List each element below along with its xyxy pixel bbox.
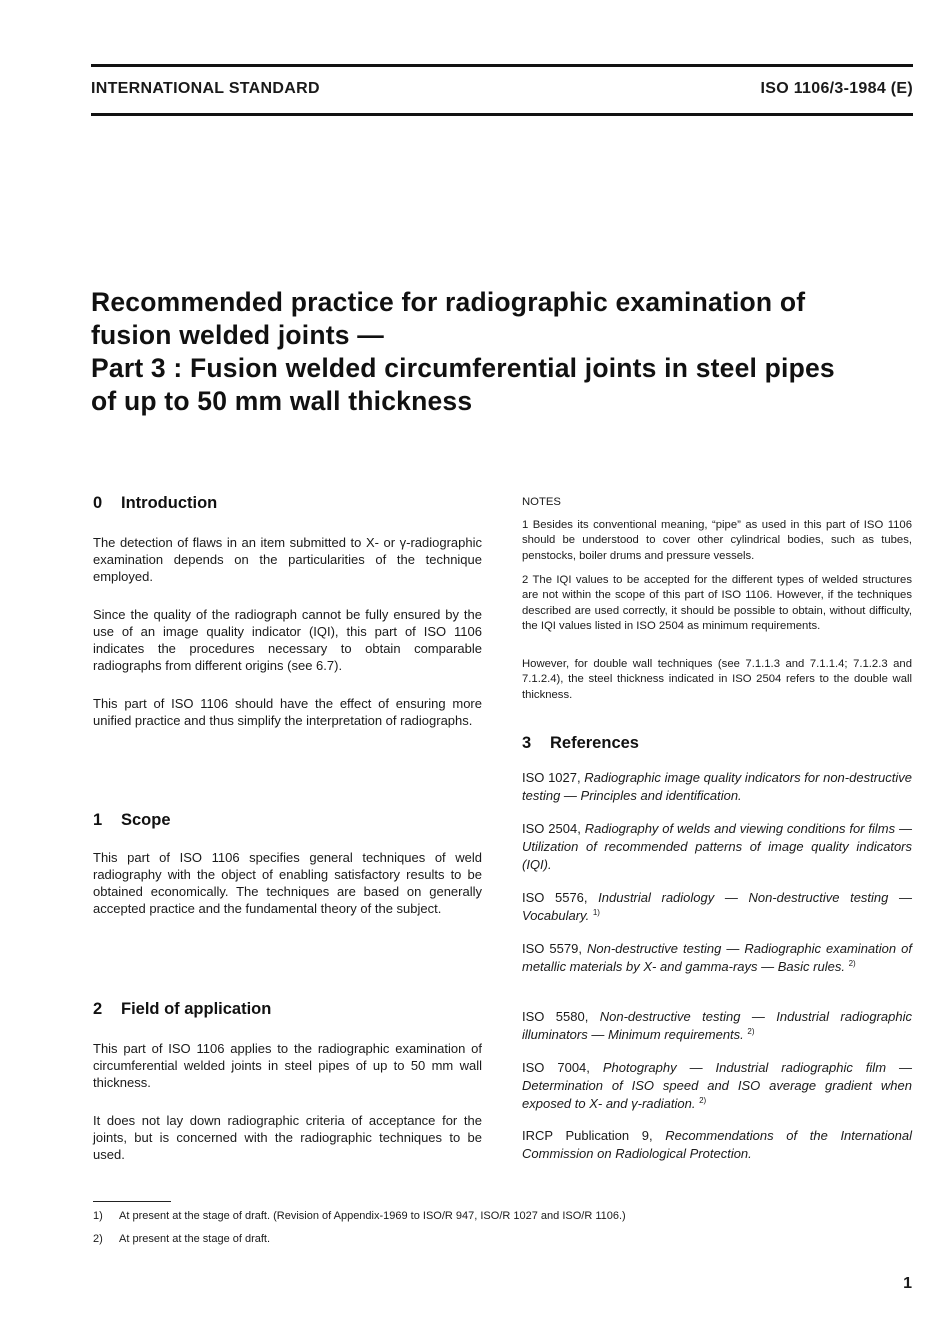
section-heading-references (522, 734, 912, 753)
intro-paragraph: The detection of flaws in an item submitted to X- or γ-radiographic examination depends on the particularities of the technique employed. (93, 535, 482, 584)
footnote-marker: 1) (592, 908, 600, 917)
reference-item (522, 889, 912, 925)
reference-title: Photography — Industrial radiographic film — Determination of ISO speed and ISO average gradient when exposed to X- and γ-radiation. (522, 1060, 912, 1111)
reference-code: ISO 2504, (522, 821, 581, 836)
page-number: 1 (903, 1275, 912, 1292)
footnote-mark: 2) (93, 1233, 103, 1245)
footnote-marker: 2) (747, 1027, 755, 1036)
scope-paragraph: This part of ISO 1106 specifies general techniques of weld radiography with the object of enabling satisfactory results to be obtained economically. The techniques are based on generally accepted practice and the fundamental theory of the subject. (93, 850, 482, 916)
intro-paragraph: Since the quality of the radiograph cannot be fully ensured by the use of an image quality indicator (IQI), this part of ISO 1106 indicates the procedures necessary to obtain comparable radiographs from different origins (see 6.7). (93, 607, 482, 673)
section-number: 2 (93, 1000, 103, 1018)
reference-title: Radiography of welds and viewing conditions for films — Utilization of recommended patterns of image quality indicators (IQI). (522, 821, 912, 872)
header-standard-label: INTERNATIONAL STANDARD (91, 80, 320, 97)
reference-item (522, 1059, 912, 1113)
footnote-separator (93, 1201, 171, 1202)
reference-code: ISO 5580, (522, 1009, 589, 1024)
reference-title: Non-destructive testing — Radiographic examination of metallic materials by X- and gamma-rays — Basic rules. (522, 941, 912, 974)
header-bottom-rule (91, 113, 913, 116)
reference-title: Radiographic image quality indicators for non-destructive testing — Principles and identification. (522, 770, 912, 803)
footnote (93, 1209, 913, 1223)
footnote-marker: 2) (848, 959, 856, 968)
title-line: Recommended practice for radiographic examination of (91, 287, 806, 317)
footnote-text: At present at the stage of draft. (119, 1233, 271, 1245)
note-item: 1 Besides its conventional meaning, “pipe” as used in this part of ISO 1106 should be understood to cover other cylindrical bodies, such as tubes, penstocks, boiler drums and pressure vessels. (522, 519, 912, 562)
section-heading-introduction (93, 494, 482, 513)
section-heading-scope (93, 811, 482, 830)
footnote-marker: 2) (699, 1096, 707, 1105)
note-item: 2 The IQI values to be accepted for the different types of welded structures are not within the scope of this part of ISO 1106. However, if the techniques described are used correctly, it should be possible to obtain, without difficulty, the IQI values listed in ISO 2504 as minimum requirements. (522, 574, 912, 633)
footnote-mark: 1) (93, 1210, 103, 1222)
section-number: 1 (93, 811, 103, 829)
section-heading-field-of-application (93, 1000, 482, 1019)
reference-item (522, 1008, 912, 1044)
footnote-text: At present at the stage of draft. (Revision of Appendix-1969 to ISO/R 947, ISO/R 1027 and ISO/R 1106.) (119, 1210, 626, 1222)
intro-paragraph: This part of ISO 1106 should have the effect of ensuring more unified practice and thus simplify the interpretation of radiographs. (93, 696, 482, 728)
title-line: fusion welded joints — (91, 320, 384, 350)
title-line: of up to 50 mm wall thickness (91, 386, 473, 416)
reference-item (522, 820, 912, 874)
header-standard-number: ISO 1106/3-1984 (E) (760, 80, 913, 97)
section-number: 3 (522, 734, 532, 752)
reference-item (522, 1127, 912, 1163)
footnote (93, 1232, 913, 1246)
section-number: 0 (93, 494, 103, 512)
header-top-rule (91, 64, 913, 67)
section-title: References (550, 734, 639, 752)
reference-code: ISO 5579, (522, 941, 582, 956)
section-title: Field of application (121, 1000, 272, 1018)
document-title (91, 286, 921, 418)
reference-item (522, 769, 912, 805)
reference-title: Recommendations of the International Commission on Radiological Protection. (522, 1128, 912, 1161)
field-paragraph: This part of ISO 1106 applies to the radiographic examination of circumferential welded joints in steel pipes of up to 50 mm wall thickness. (93, 1041, 482, 1090)
section-title: Introduction (121, 494, 218, 512)
reference-code: ISO 1027, (522, 770, 581, 785)
note-item: However, for double wall techniques (see 7.1.1.3 and 7.1.1.4; 7.1.2.3 and 7.1.2.4), the steel thickness indicated in ISO 2504 refers to the double wall thickness. (522, 658, 912, 701)
reference-title: Non-destructive testing — Industrial radiographic illuminators — Minimum requirements. (522, 1009, 912, 1042)
field-paragraph: It does not lay down radiographic criteria of acceptance for the joints, but is concerned with the radiographic techniques to be used. (93, 1113, 482, 1162)
section-title: Scope (121, 811, 171, 829)
reference-code: ISO 5576, (522, 890, 588, 905)
reference-title: Industrial radiology — Non-destructive testing — Vocabulary. (522, 890, 912, 923)
notes-heading: NOTES (522, 496, 561, 508)
reference-item (522, 940, 912, 976)
reference-code: IRCP Publication 9, (522, 1128, 653, 1143)
title-line: Part 3 : Fusion welded circumferential joints in steel pipes (91, 353, 835, 383)
reference-code: ISO 7004, (522, 1060, 590, 1075)
